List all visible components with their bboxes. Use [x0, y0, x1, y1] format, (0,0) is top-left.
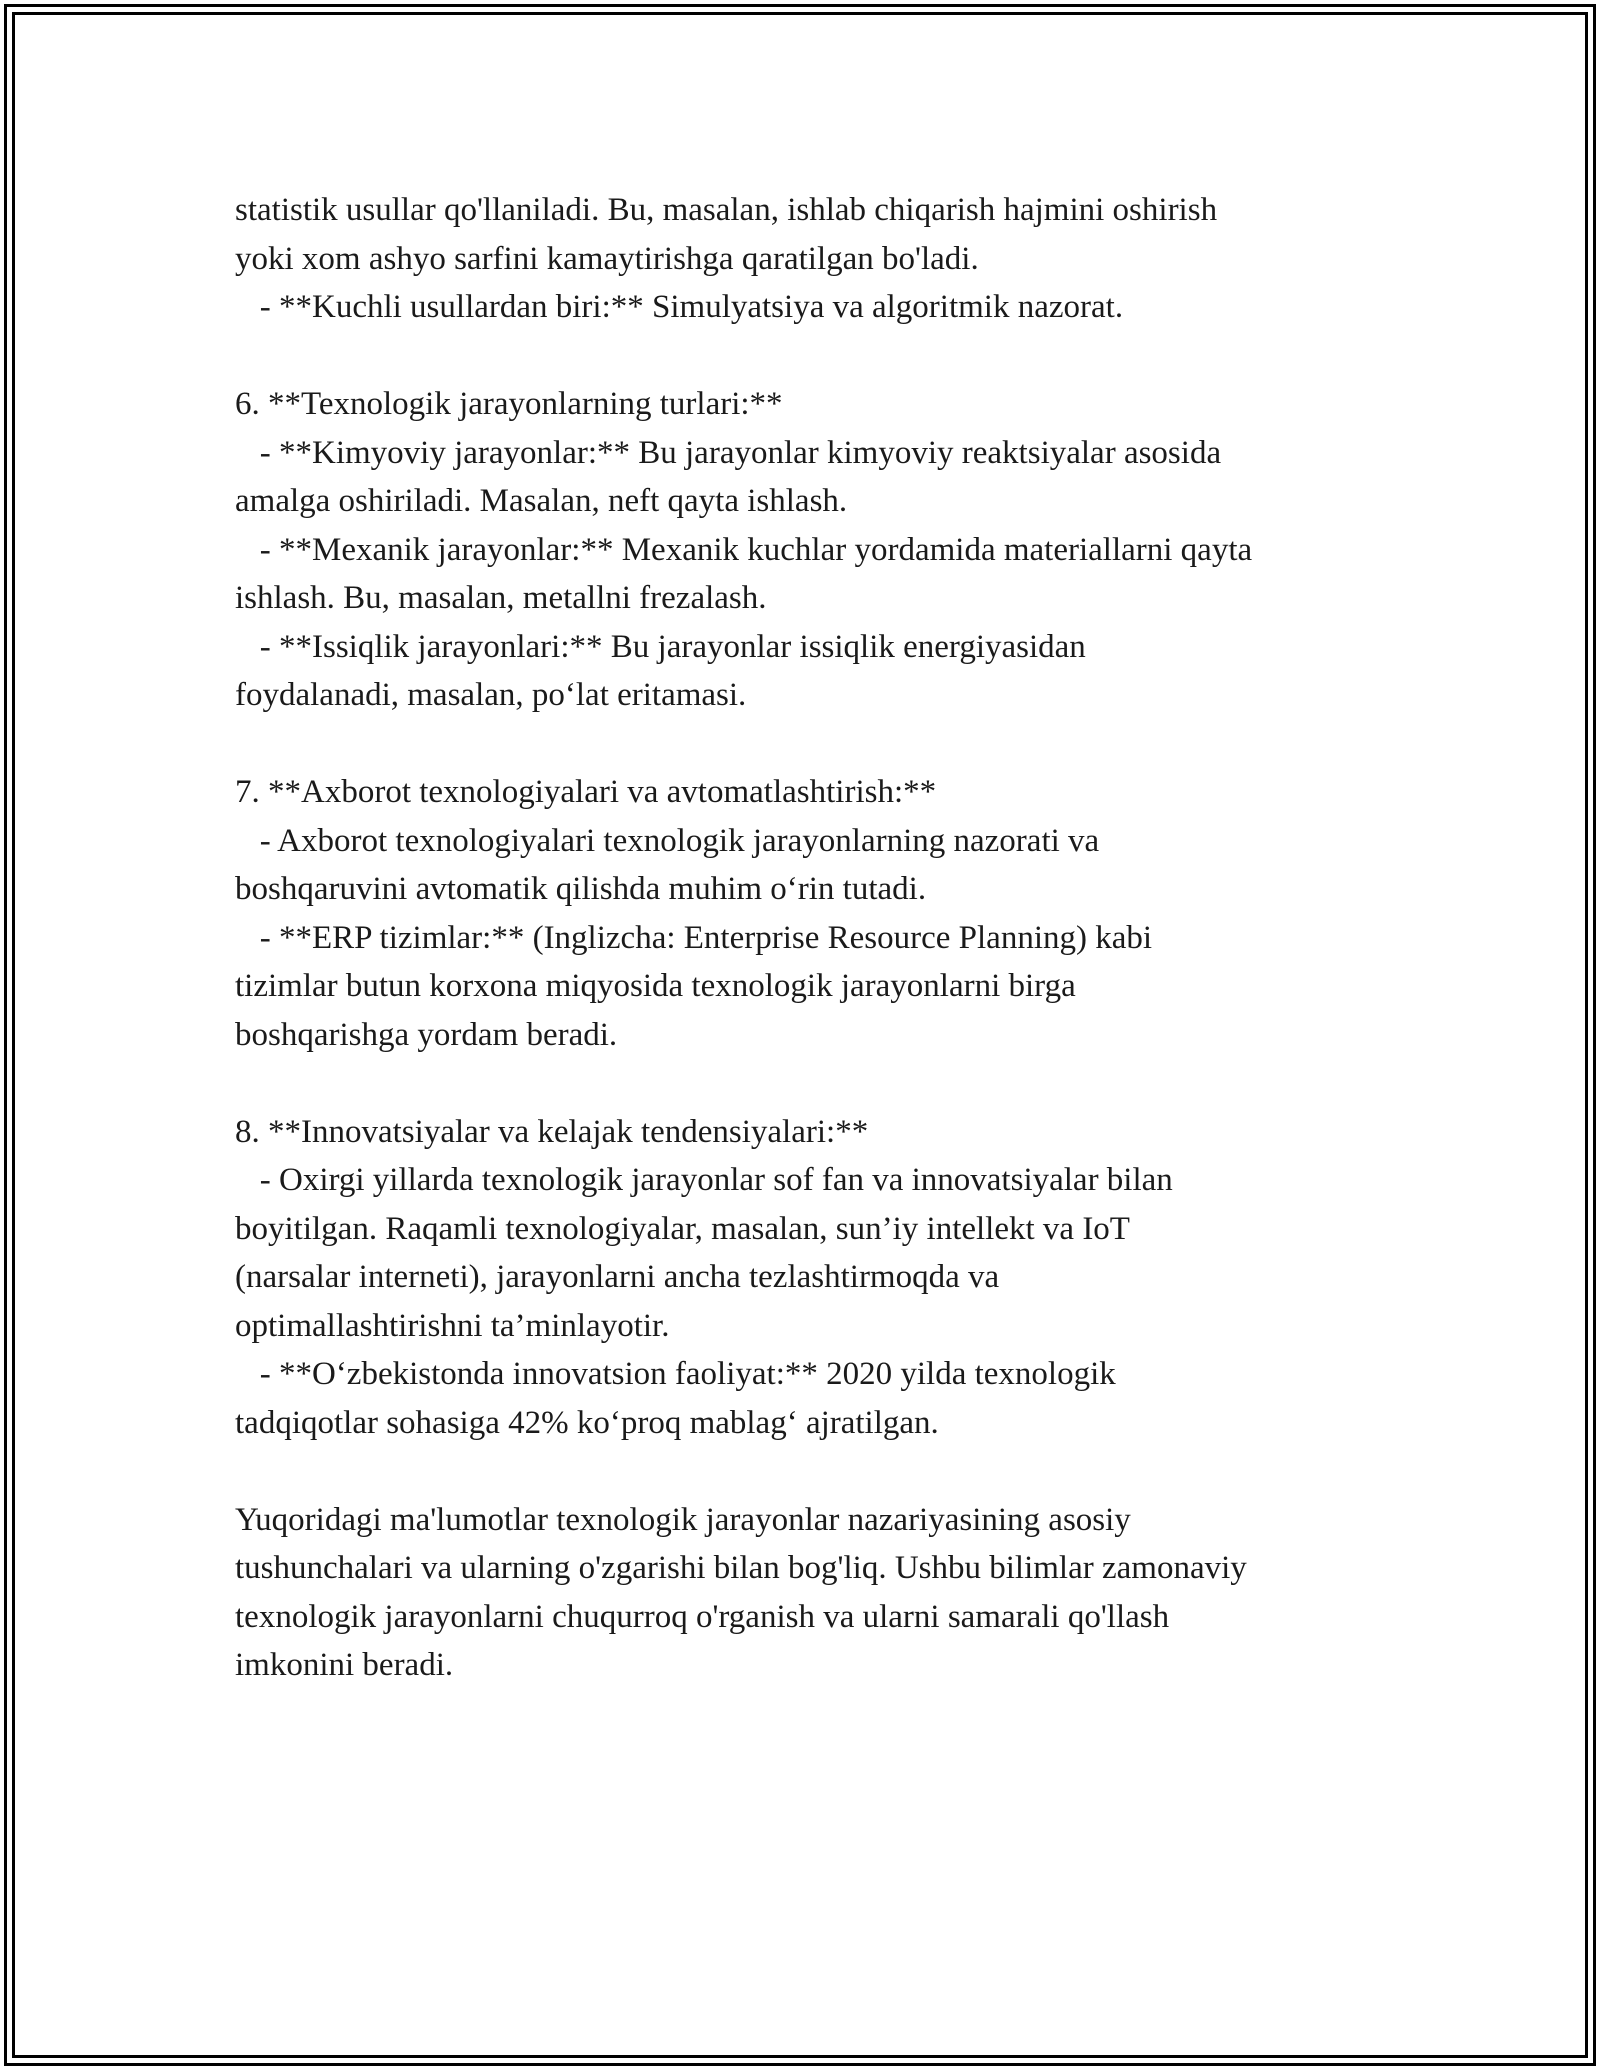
text-line: - **Kuchli usullardan biri:** Simulyatsiya va algoritmik nazorat.	[235, 289, 1124, 325]
text-line: boshqaruvini avtomatik qilishda muhim o‘rin tutadi.	[235, 871, 927, 907]
text-line: tushunchalari va ularning o'zgarishi bilan bog'liq. Ushbu bilimlar zamonaviy	[235, 1550, 1247, 1586]
paragraph-spacer	[235, 720, 1435, 769]
paragraph-spacer	[235, 1447, 1435, 1496]
text-line: Yuqoridagi ma'lumotlar texnologik jarayonlar nazariyasining asosiy	[235, 1501, 1131, 1538]
text-line: - **Issiqlik jarayonlari:** Bu jarayonlar issiqlik energiyasidan	[235, 628, 1086, 665]
text-line: - **Kimyoviy jarayonlar:** Bu jarayonlar kimyoviy reaktsiyalar asosida	[235, 434, 1222, 471]
paragraph-spacer	[235, 1059, 1435, 1108]
text-line: texnologik jarayonlarni chuqurroq o'rganish va ularni samarali qo'llash	[235, 1598, 1170, 1635]
section-heading: 6. **Texnologik jarayonlarning turlari:**	[235, 386, 783, 422]
text-line: statistik usullar qo'llaniladi. Bu, masalan, ishlab chiqarish hajmini oshirish	[235, 192, 1218, 228]
text-line: boyitilgan. Raqamli texnologiyalar, masalan, sun’iy intellekt va IoT	[235, 1210, 1130, 1247]
text-line: boshqarishga yordam beradi.	[235, 1016, 618, 1053]
text-line: - Axborot texnologiyalari texnologik jarayonlarning nazorati va	[235, 822, 1100, 859]
text-line: - **O‘zbekistonda innovatsion faoliyat:** 2020 yilda texnologik	[235, 1356, 1116, 1392]
text-line: imkonini beradi.	[235, 1647, 454, 1683]
paragraph-spacer	[235, 332, 1435, 381]
text-line: - **ERP tizimlar:** (Inglizcha: Enterprise Resource Planning) kabi	[235, 919, 1153, 956]
text-line: yoki xom ashyo sarfini kamaytirishga qaratilgan bo'ladi.	[235, 240, 979, 277]
section-heading: 7. **Axborot texnologiyalari va avtomatlashtirish:**	[235, 774, 937, 810]
section-8-innovations	[235, 1108, 1435, 1448]
text-line: tizimlar butun korxona miqyosida texnologik jarayonlarni birga	[235, 968, 1076, 1004]
text-line: - **Mexanik jarayonlar:** Mexanik kuchlar yordamida materiallarni qayta	[235, 531, 1253, 568]
text-line: ishlash. Bu, masalan, metallni frezalash.	[235, 580, 767, 616]
text-line: (narsalar interneti), jarayonlarni ancha tezlashtirmoqda va	[235, 1259, 1000, 1295]
text-line: foydalanadi, masalan, po‘lat eritamasi.	[235, 677, 747, 713]
paragraph-conclusion	[235, 1496, 1435, 1690]
text-line: - Oxirgi yillarda texnologik jarayonlar sof fan va innovatsiyalar bilan	[235, 1162, 1173, 1198]
paragraph-statistical-methods	[235, 186, 1435, 332]
text-line: amalga oshiriladi. Masalan, neft qayta ishlash.	[235, 483, 848, 519]
text-line: tadqiqotlar sohasiga 42% ko‘proq mablag‘ ajratilgan.	[235, 1404, 939, 1441]
section-6-process-types	[235, 380, 1435, 720]
text-line: optimallashtirishni ta’minlayotir.	[235, 1307, 670, 1344]
document-body	[235, 186, 1435, 1690]
section-7-information-technology	[235, 768, 1435, 1059]
section-heading: 8. **Innovatsiyalar va kelajak tendensiyalari:**	[235, 1113, 869, 1150]
